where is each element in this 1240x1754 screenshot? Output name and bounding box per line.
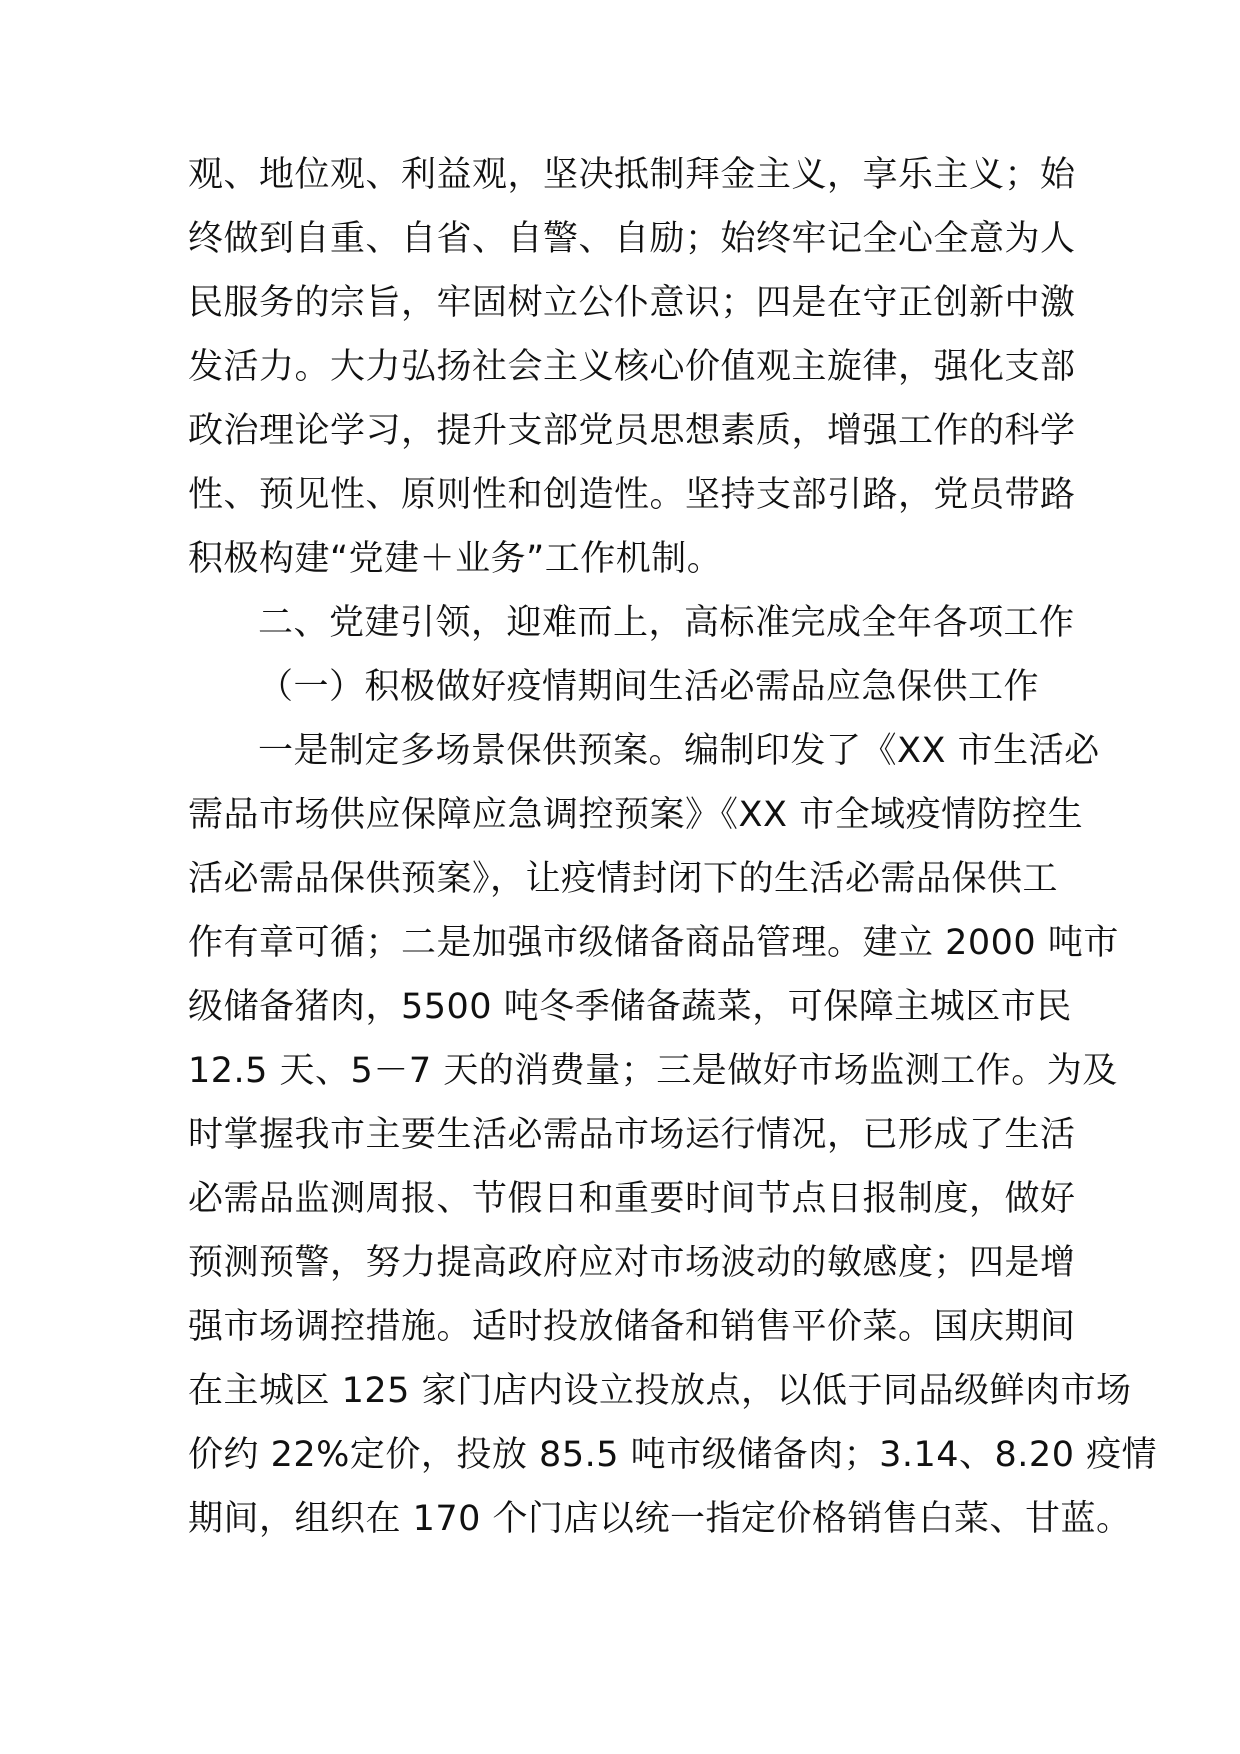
text-line: 一是制定多场景保供预案。编制印发了《XX 市生活必: [258, 731, 1100, 771]
text-line: 观、地位观、利益观，坚决抵制拜金主义，享乐主义；始: [188, 155, 1076, 195]
text-line: 强市场调控措施。适时投放储备和销售平价菜。国庆期间: [188, 1307, 1076, 1347]
text-line: 在主城区 125 家门店内设立投放点，以低于同品级鲜肉市场: [188, 1371, 1132, 1411]
text-line: 必需品监测周报、节假日和重要时间节点日报制度，做好: [188, 1179, 1076, 1219]
text-line: 积极构建“党建＋业务”工作机制。: [188, 539, 723, 579]
paragraph-party-building-continued: [188, 143, 1076, 591]
text-line: 时掌握我市主要生活必需品市场运行情况，已形成了生活: [188, 1115, 1076, 1155]
text-line: 需品市场供应保障应急调控预案》《XX 市全域疫情防控生: [188, 795, 1084, 835]
text-line: 发活力。大力弘扬社会主义核心价值观主旋律，强化支部: [188, 347, 1076, 387]
text-line: 政治理论学习，提升支部党员思想素质，增强工作的科学: [188, 411, 1076, 451]
text-line: 作有章可循；二是加强市级储备商品管理。建立 2000 吨市: [188, 923, 1119, 963]
text-line: 12.5 天、5－7 天的消费量；三是做好市场监测工作。为及: [188, 1051, 1118, 1091]
text-line: 价约 22%定价，投放 85.5 吨市级储备肉；3.14、8.20 疫情: [188, 1435, 1158, 1475]
text-line: 民服务的宗旨，牢固树立公仆意识；四是在守正创新中激: [188, 283, 1076, 323]
text-line: 期间，组织在 170 个门店以统一指定价格销售白菜、甘蓝。: [188, 1499, 1132, 1539]
text-line: 级储备猪肉，5500 吨冬季储备蔬菜，可保障主城区市民: [188, 987, 1072, 1027]
paragraph-supply-assurance: [188, 719, 1158, 1551]
section-heading-2: [188, 591, 1075, 655]
text-line: 终做到自重、自省、自警、自励；始终牢记全心全意为人: [188, 219, 1076, 259]
text-line: 预测预警，努力提高政府应对市场波动的敏感度；四是增: [188, 1243, 1076, 1283]
text-line: 性、预见性、原则性和创造性。坚持支部引路，党员带路: [188, 475, 1076, 515]
text-line: 活必需品保供预案》，让疫情封闭下的生活必需品保供工: [188, 859, 1059, 899]
subheading-text: （一）积极做好疫情期间生活必需品应急保供工作: [258, 667, 1040, 707]
subsection-heading-1: [188, 655, 1048, 719]
heading-text: 二、党建引领，迎难而上，高标准完成全年各项工作: [258, 603, 1075, 643]
